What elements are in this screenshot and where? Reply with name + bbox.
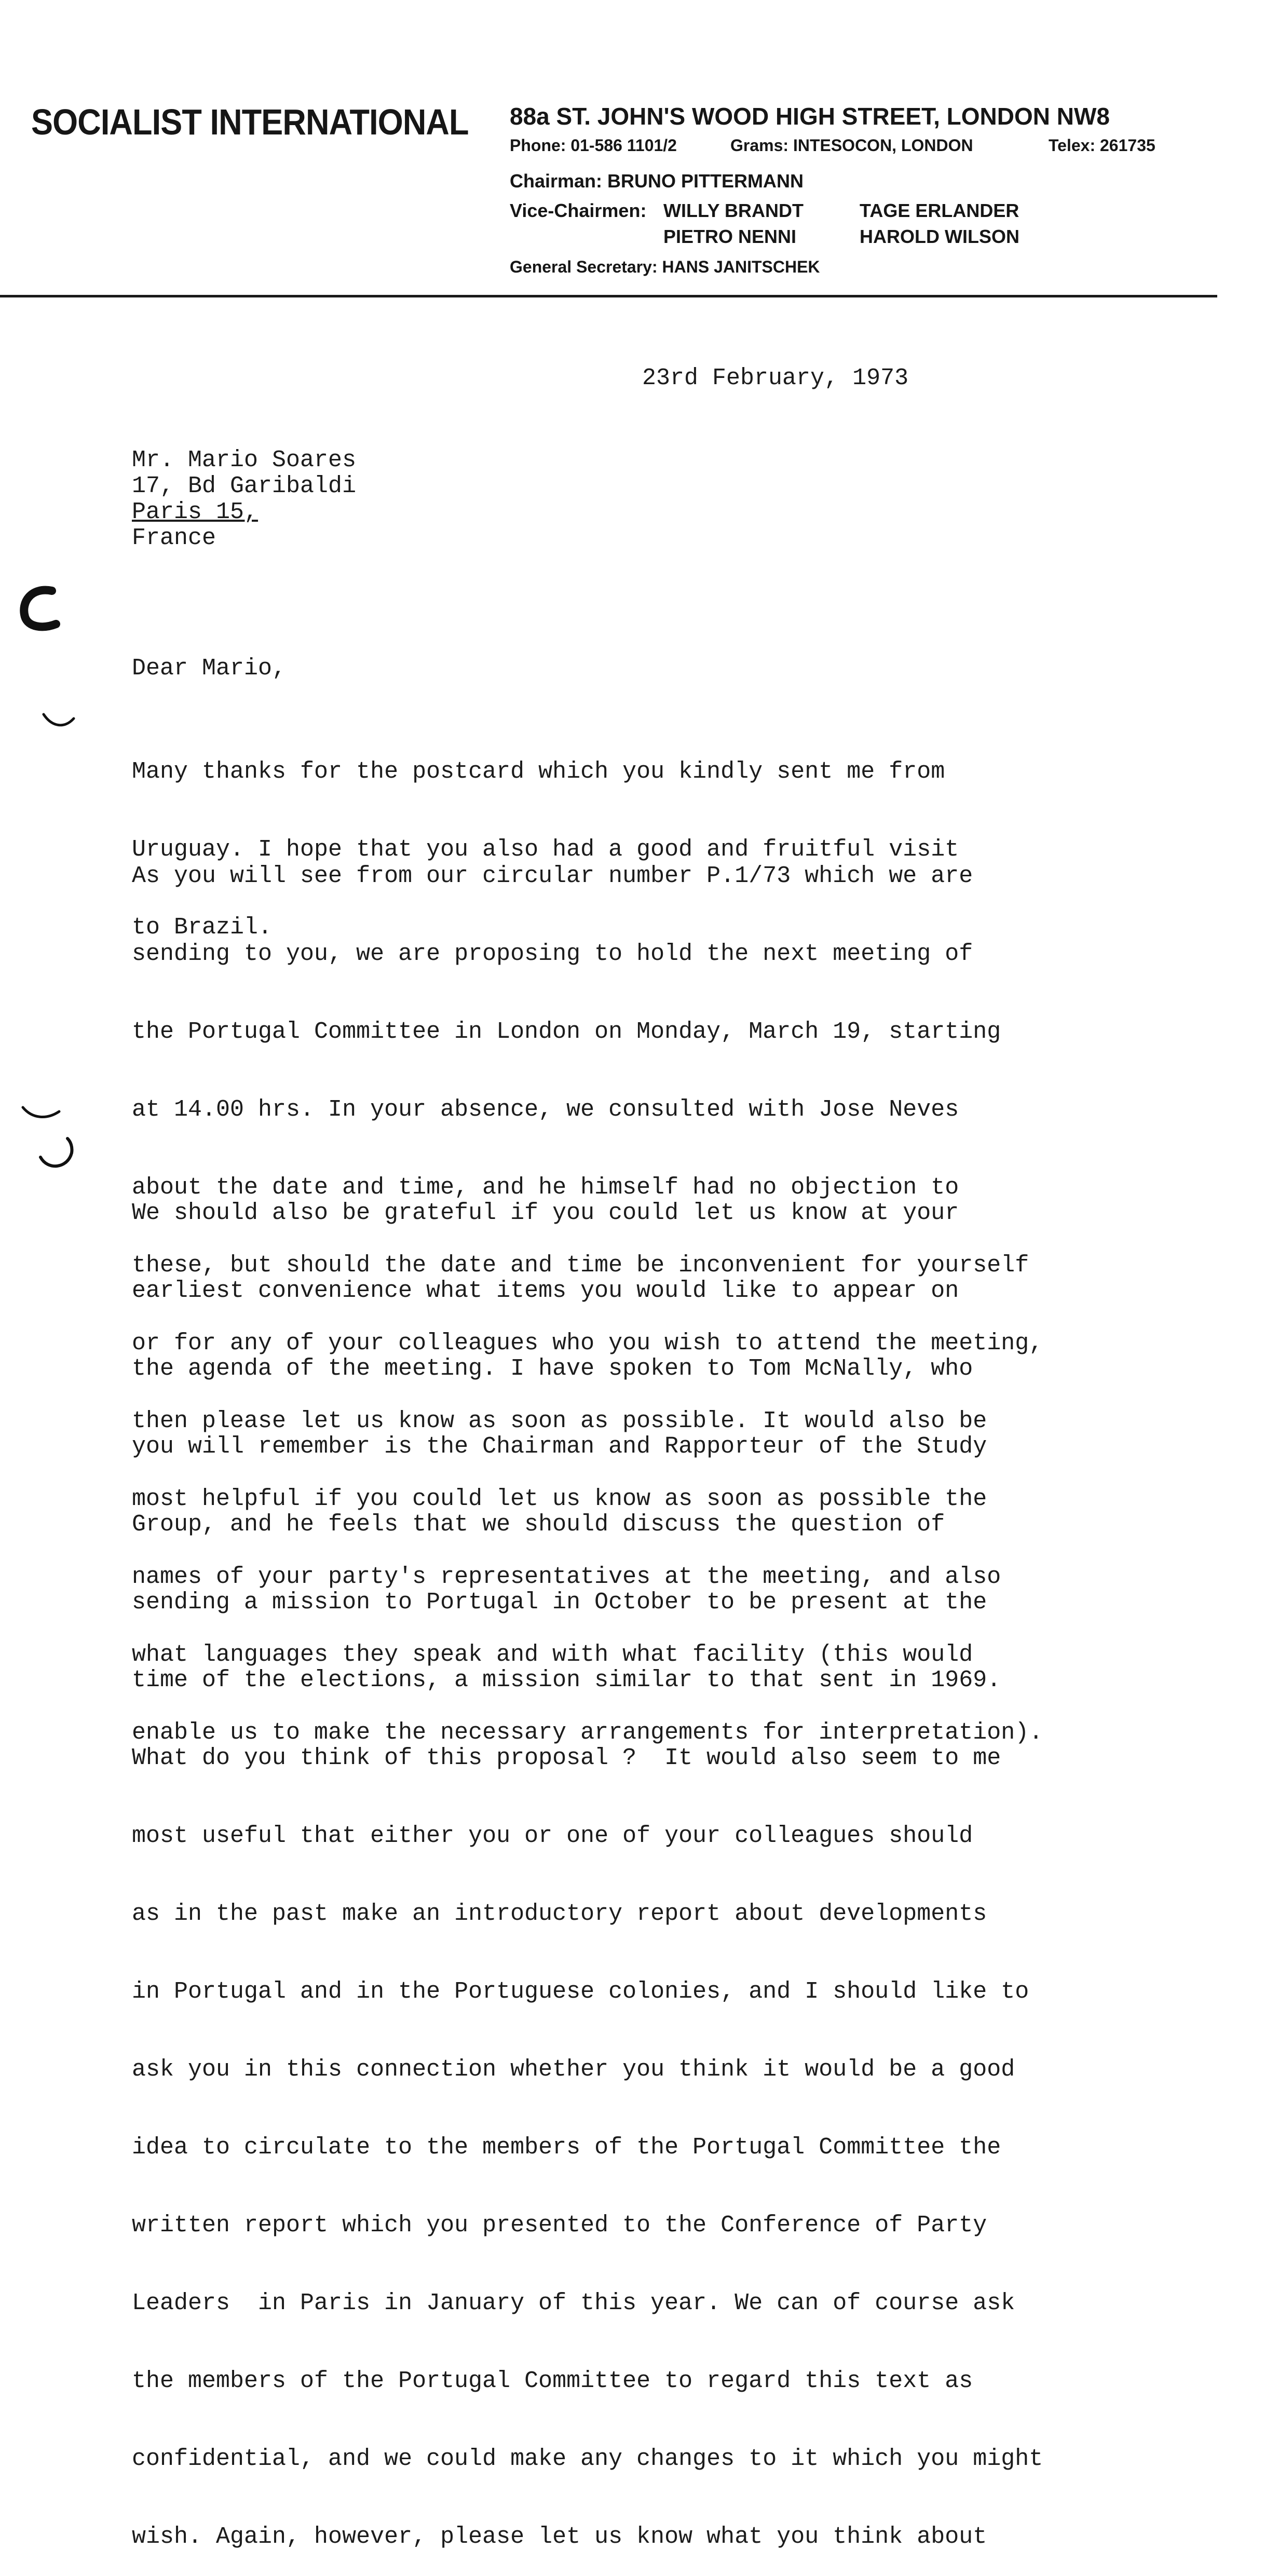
text-line: or for any of your colleagues who you wish to attend the meeting, [132,1330,1043,1357]
text-line: As you will see from our circular number P.1/73 which we are [132,863,973,889]
text-line: the Portugal Committee in London on Monday, March 19, starting [132,1019,1001,1045]
text-line: sending to you, we are proposing to hold the next meeting of [132,941,973,967]
letterhead-divider [0,295,1217,297]
letterhead-grams: Grams: INTESOCON, LONDON [730,136,973,155]
text-line: Leaders in Paris in January of this year. We can of course ask [132,2290,1015,2316]
letterhead-vice-chairman: TAGE ERLANDER [860,200,1019,221]
text-line: to Brazil. [132,914,273,941]
text-line: these, but should the date and time be inconvenient for yourself [132,1252,1029,1279]
letterhead-vice-chairman: WILLY BRANDT [663,200,804,221]
text-line: earliest convenience what items you would like to appear on [132,1278,959,1304]
text-line: Group, and he feels that we should discuss the question of [132,1511,945,1538]
salutation: Dear Mario, [132,655,287,682]
text-line: What do you think of this proposal ? It would also seem to me [132,1745,1001,1771]
letterhead-phone: Phone: 01-586 1101/2 [510,136,677,155]
recipient-city: Paris 15, [132,499,258,525]
text-line: what languages they speak and with what facility (this would [132,1642,973,1668]
letter-date: 23rd February, 1973 [642,365,909,391]
text-line: Many thanks for the postcard which you kindly sent me from [132,758,945,785]
text-line: wish. Again, however, please let us know what you think about [132,2524,987,2550]
text-line: most useful that either you or one of your colleagues should [132,1823,973,1849]
letterhead-telex: Telex: 261735 [1049,136,1155,155]
text-line: We should also be grateful if you could let us know at your [132,1200,959,1226]
recipient-country: France [132,525,216,551]
punch-hole-mark [16,581,62,633]
text-line: names of your party's representatives at the meeting, and also [132,1564,1001,1590]
text-line: Uruguay. I hope that you also had a good and fruitful visit [132,836,959,863]
recipient-street: 17, Bd Garibaldi [132,473,357,499]
punch-hole-mark [21,1103,62,1127]
text-line: most helpful if you could let us know as soon as possible the [132,1486,987,1512]
text-line: as in the past make an introductory report about developments [132,1901,987,1927]
text-line: confidential, and we could make any changes to it which you might [132,2446,1043,2472]
letterhead-vice-chairman: HAROLD WILSON [860,226,1019,247]
text-line: enable us to make the necessary arrangements for interpretation). [132,1719,1043,1746]
text-line: you will remember is the Chairman and Rapporteur of the Study [132,1433,987,1460]
letterhead-vice-chairman: PIETRO NENNI [663,226,797,247]
letterhead-vice-chairmen-label: Vice-Chairmen: [510,200,647,221]
text-line: the members of the Portugal Committee to regard this text as [132,2368,973,2394]
letterhead-general-secretary: General Secretary: HANS JANITSCHEK [510,257,820,276]
text-line: time of the elections, a mission similar to that sent in 1969. [132,1667,1001,1693]
punch-hole-mark [36,1134,78,1173]
letterhead-chairman: Chairman: BRUNO PITTERMANN [510,170,804,192]
text-line: about the date and time, and he himself had no objection to [132,1174,959,1201]
recipient-name: Mr. Mario Soares [132,447,357,473]
text-line: written report which you presented to the Conference of Party [132,2212,987,2239]
text-line: sending a mission to Portugal in October to be present at the [132,1589,987,1616]
letterhead-address: 88a ST. JOHN'S WOOD HIGH STREET, LONDON NW8 [510,103,1110,130]
text-line: idea to circulate to the members of the Portugal Committee the [132,2134,1001,2161]
text-line: the agenda of the meeting. I have spoken to Tom McNally, who [132,1355,973,1382]
text-line: at 14.00 hrs. In your absence, we consulted with Jose Neves [132,1096,959,1123]
text-line: ask you in this connection whether you think it would be a good [132,2056,1015,2083]
text-line: in Portugal and in the Portuguese colonies, and I should like to [132,1978,1029,2005]
text-line: then please let us know as soon as possible. It would also be [132,1408,987,1434]
punch-hole-mark [42,711,78,737]
letterhead-organization: SOCIALIST INTERNATIONAL [31,102,469,142]
body-paragraph-3 [132,1148,1043,2576]
